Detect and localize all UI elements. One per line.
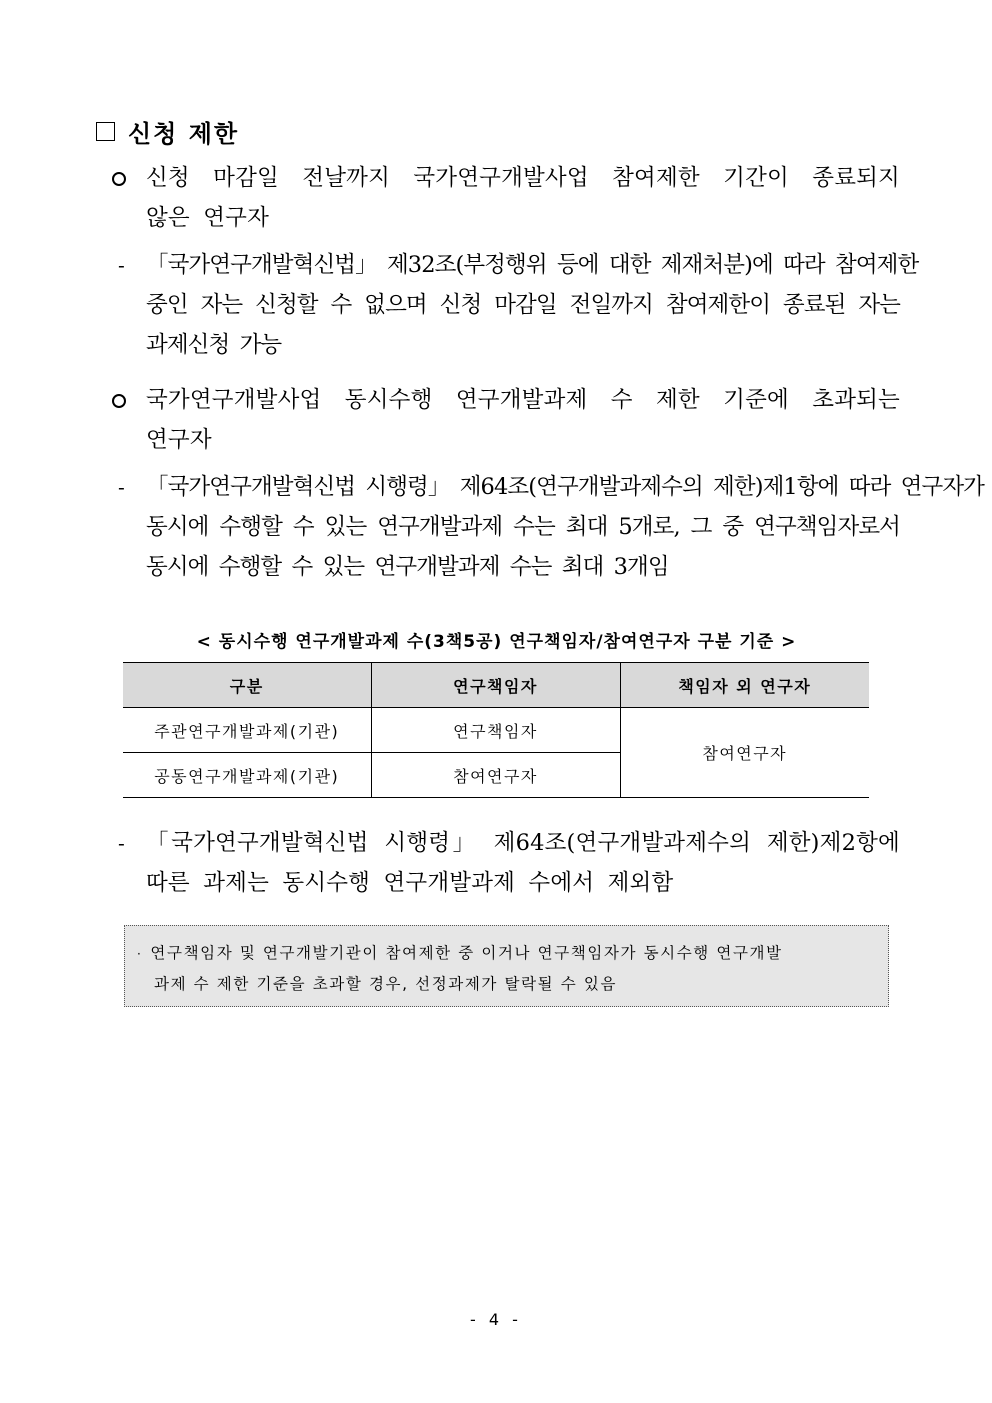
sub-item-article-64-clause-1 xyxy=(110,467,985,587)
text-line: 중인 자는 신청할 수 없으며 신청 마감일 전일까지 참여제한이 종료된 자는 xyxy=(146,292,900,318)
header-category: 구분 xyxy=(123,663,371,708)
circle-icon xyxy=(112,172,126,186)
text-line: 과제신청 가능 xyxy=(146,332,282,358)
note-text: 연구책임자 및 연구개발기관이 참여제한 중 이거나 연구책임자가 동시수행 연구개발 xyxy=(150,944,783,962)
sub-item-article-64-clause-2 xyxy=(110,823,900,903)
bullet-dot-icon: · xyxy=(137,946,143,961)
table-cell: 주관연구개발과제(기관) xyxy=(123,708,371,753)
table-cell-merged: 참여연구자 xyxy=(620,708,869,798)
text-line: 「국가연구개발혁신법」 제32조(부정행위 등에 대한 제재처분)에 따라 참여제한 xyxy=(146,252,919,278)
note-line xyxy=(137,938,878,969)
text-line: 연구자 xyxy=(146,427,212,453)
text-line: 「국가연구개발혁신법 시행령」 제64조(연구개발과제수의 제한)제1항에 따라 연구자가 xyxy=(146,474,985,500)
dash-icon: - xyxy=(118,831,125,855)
header-principal-investigator: 연구책임자 xyxy=(371,663,620,708)
section-heading xyxy=(96,114,239,149)
section-title: 신청 제한 xyxy=(128,119,240,148)
note-line: 과제 수 제한 기준을 초과할 경우, 선정과제가 탈락될 수 있음 xyxy=(154,974,618,993)
bullet-item-concurrent-limit xyxy=(110,380,900,460)
text-line: 따른 과제는 동시수행 연구개발과제 수에서 제외함 xyxy=(146,870,674,896)
dash-icon: - xyxy=(118,253,125,277)
text-line: 「국가연구개발혁신법 시행령」 제64조(연구개발과제수의 제한)제2항에 xyxy=(146,830,900,856)
bullet-item-participation-restriction xyxy=(110,158,900,238)
text-line: 동시에 수행할 수 있는 연구개발과제 수는 최대 3개임 xyxy=(146,554,669,580)
text-line: 않은 연구자 xyxy=(146,205,270,231)
page-number: - 4 - xyxy=(470,1310,522,1329)
criteria-table xyxy=(123,662,869,798)
circle-icon xyxy=(112,394,126,408)
note-box xyxy=(124,925,889,1007)
table-cell: 참여연구자 xyxy=(371,753,620,798)
table-cell: 공동연구개발과제(기관) xyxy=(123,753,371,798)
table-header-row xyxy=(123,663,869,708)
table-caption: < 동시수행 연구개발과제 수(3책5공) 연구책임자/참여연구자 구분 기준 > xyxy=(196,632,797,652)
square-icon xyxy=(96,122,115,141)
text-line: 신청 마감일 전날까지 국가연구개발사업 참여제한 기간이 종료되지 xyxy=(146,165,900,191)
dash-icon: - xyxy=(118,475,125,499)
sub-item-article-32 xyxy=(110,245,919,365)
table-row xyxy=(123,708,869,753)
text-line: 동시에 수행할 수 있는 연구개발과제 수는 최대 5개로, 그 중 연구책임자로서 xyxy=(146,514,900,540)
header-other-researchers: 책임자 외 연구자 xyxy=(620,663,869,708)
text-line: 국가연구개발사업 동시수행 연구개발과제 수 제한 기준에 초과되는 xyxy=(146,387,900,413)
table-cell: 연구책임자 xyxy=(371,708,620,753)
